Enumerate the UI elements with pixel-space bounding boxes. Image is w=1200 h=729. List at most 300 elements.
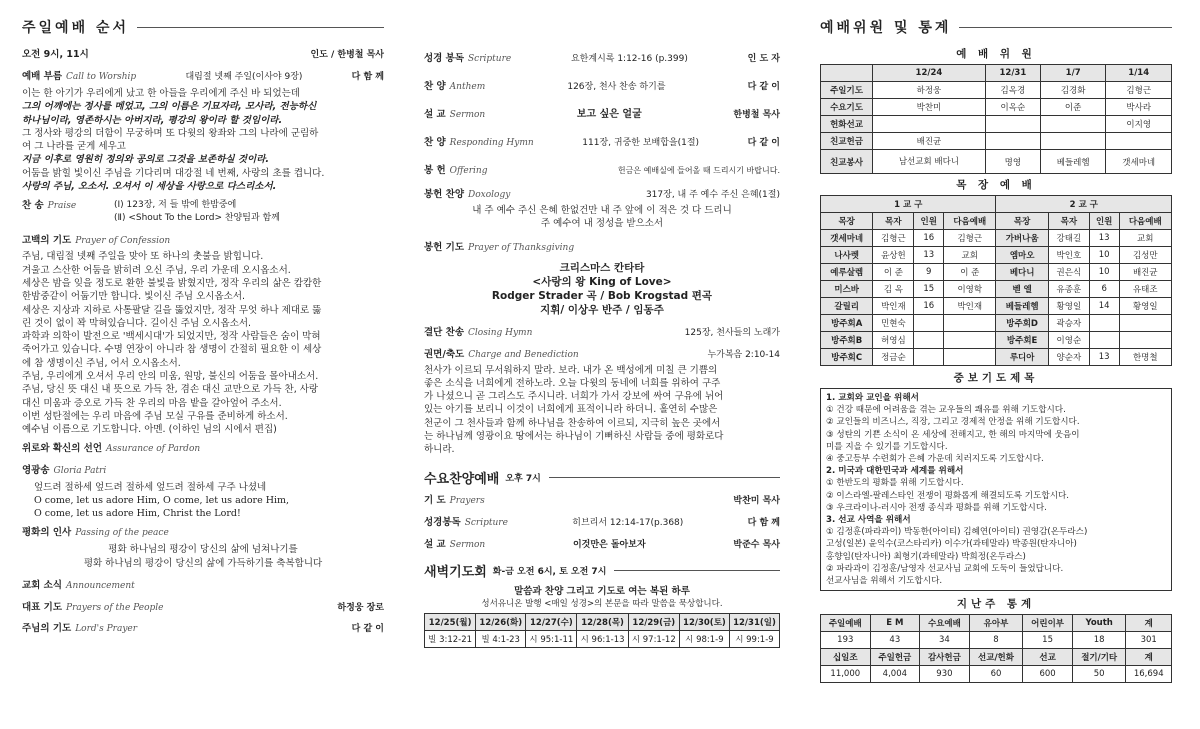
wed-sermon-mid: 이것만은 돌아보자 [572,539,646,550]
text-line: 사랑의 주님, 오소서. 오셔서 이 세상을 사랑으로 다스리소서. [22,181,277,193]
wc-role: 수요기도 [821,99,873,116]
closing-row [424,326,780,340]
cell-value: 9 [914,264,944,281]
dawn-time: 화-금 오전 6시, 토 오전 7시 [492,567,607,578]
wc-row [821,99,1172,116]
sermon-right: 한병철 목사 [733,110,780,120]
anthem-right: 다 같 이 [747,82,780,92]
cell-group-name: 벧 엘 [996,281,1048,298]
cell-body [821,230,1172,366]
wc-head [821,65,873,82]
offering-label: 봉 헌 [424,165,446,176]
committee-stats-column [820,0,1172,729]
stats-value: 15 [1023,632,1073,649]
prayer-line: 고성(일본) 윤익수(코스타리카) 이수가(과테말라) 박종원(탄자니아) [826,539,1077,550]
stats-head: 선교 [1023,649,1073,666]
cell-worship-title: 목 장 예 배 [956,179,1036,191]
cell-value: 이영순 [1048,332,1089,349]
text-line: 에 참 생명이신 주님, 어서 오시옵소서. [22,357,181,369]
text-line: 겨울고 스산한 어둠을 밝히려 오신 주님, 우리 가운데 오시옵소서. [22,264,291,276]
cell-value [944,349,996,366]
cell-value [1089,315,1119,332]
benediction-label: 권면/축도 [424,348,465,360]
cell-row [821,298,1172,315]
text-line: 그의 어깨에는 정사를 메었고, 그의 이름은 기묘자라, 모사라, 전능하신 [22,101,317,113]
cell-value: 박인재 [944,298,996,315]
wed-prayers-en: Prayers [449,495,485,506]
worship-committee-table [820,64,1172,174]
committee-header [820,16,1172,38]
wc-cell [985,133,1040,150]
wed-sermon-label: 설 교 [424,538,446,550]
stats-head: 계 [1126,615,1172,632]
cell-value: 김형근 [944,230,996,247]
cell-value: 황영일 [1048,298,1089,315]
lords-row [22,622,384,636]
text-line: 이번 성탄절에는 우리 마음에 주님 모실 구유를 준비하게 하소서. [22,410,288,422]
cell-value [914,332,944,349]
text-line: 좋은 소식을 너희에게 전하노라. 오늘 다윗의 동네에 너희를 위하여 구주 [424,377,721,389]
wed-scripture-label: 성경봉독 [424,516,461,528]
stats-head: 유아부 [969,615,1023,632]
wc-cell: 베들레헴 [1040,150,1106,174]
wc-row [821,116,1172,133]
wc-role: 주일기도 [821,82,873,99]
sunday-order-header [22,16,384,38]
prayer-line: ② 파라과이 김정훈/남영자 선교사님 교회에 도둑이 들었답니다. [826,563,1064,574]
cell-value: 6 [1089,281,1119,298]
committee-title: 예배위원 및 통계 [820,20,952,36]
prayer-line: ② 교인들의 비즈니스, 직장, 그리고 경제적 안정을 위해 기도합시다. [826,417,1080,428]
cell-value: 김형근 [873,230,914,247]
stats-head: 절기/기타 [1072,649,1126,666]
divider [137,27,384,28]
dawn-passage: 시 99:1-9 [729,630,779,647]
lords-label: 주님의 기도 [22,623,72,635]
wc-head: 1/7 [1040,65,1106,82]
cell-value: 권은식 [1048,264,1089,281]
cell-value: 박인호 [1048,247,1089,264]
dawn-passage: 시 96:1-13 [577,630,628,647]
cell-value: 박인재 [873,298,914,315]
cell-group-name: 예루살렘 [821,264,873,281]
cell-value: 유종훈 [1048,281,1089,298]
text-line: 내 주 예수 주신 은혜 한없건만 내 주 앞에 이 적은 것 다 드리니 [472,205,732,216]
cantata-line: <사랑의 왕 King of Love> [532,275,672,288]
cell-group-name: 미스바 [821,281,873,298]
cell-group-name: 갯세마네 [821,230,873,247]
cell-head: 인원 [1089,213,1119,230]
peace-text [22,543,384,570]
gloria-text [22,481,384,521]
dawn-date: 12/25(월) [425,613,476,630]
service-time: 오전 9시, 11시 [22,49,89,60]
call-row [22,70,384,84]
text-line: 평화 하나님의 평강이 당신의 삶에 가득하기를 축복합니다 [83,557,323,569]
cell-value: 교회 [944,247,996,264]
cell-row [821,230,1172,247]
cell-row [821,315,1172,332]
dawn-date: 12/27(수) [526,613,577,630]
cell-group-name: 루디아 [996,349,1048,366]
sermon-mid: 보고 싶은 얼굴 [576,109,642,120]
cell-value [944,332,996,349]
text-line: O come, let us adore Him, Christ the Lord! [34,508,241,520]
wc-cell: 김옥경 [985,82,1040,99]
praise-en: Praise [47,201,77,212]
prayer-line: 선교사님을 위해서 기도합시다. [826,576,943,587]
wc-head: 12/31 [985,65,1040,82]
call-mid: 대림절 넷째 주일(이사야 9장) [185,72,303,82]
dawn-header [424,560,780,582]
stats-value: 301 [1126,632,1172,649]
wed-scripture-en: Scripture [464,517,508,528]
text-line: 어둠을 밝힐 빛이신 주님을 기다리며 대강절 네 번째, 사랑의 초를 켭니다. [22,167,325,179]
people-row [22,601,384,615]
prayer-line: ③ 우크라이나-러시아 전쟁 종식과 평화를 위해 기도합시다. [826,502,1047,513]
order-continued-column [424,0,780,729]
wc-cell: 이옥순 [985,99,1040,116]
call-text [22,87,384,193]
dawn-passage: 빌 4:1-23 [476,630,526,647]
wc-cell: 김경화 [1040,82,1106,99]
cell-value: 10 [1089,247,1119,264]
wc-cell [873,116,986,133]
cell-head: 목장 [996,213,1048,230]
cell-value: 곽승자 [1048,315,1089,332]
divider [614,570,780,571]
cell-row [821,264,1172,281]
gloria-label: 영광송 [22,464,50,476]
cell-group-name: 방주회C [821,349,873,366]
thanks-en: Prayer of Thanksgiving [468,242,575,253]
text-line: 천군이 그 천사들과 함께 하나님을 찬송하여 이르되, 지극히 높은 곳에서 [424,417,721,429]
wc-cell: 이준 [1040,99,1106,116]
text-line: 대신 미움과 증오로 가득 찬 우리의 마음 밭을 갈아엎어 주소서. [22,397,282,409]
stats-head: 주일헌금 [870,649,920,666]
wc-role: 친교헌금 [821,133,873,150]
wc-head: 1/14 [1106,65,1172,82]
wed-prayers-row [424,494,780,508]
stats-head: Youth [1072,615,1126,632]
scripture-right: 인 도 자 [747,54,780,64]
text-line: 하니라. [424,444,455,456]
dawn-table [424,613,780,648]
text-line: 세상은 밤을 잊을 정도로 환한 불빛을 밝혔지만, 정작 우리의 삶은 캄캄한 [22,277,322,289]
text-line: 세상은 지상과 지하로 사통팔달 길을 뚫었지만, 정작 무엇 하나 제대로 뚫 [22,304,322,316]
dawn-date: 12/28(목) [577,613,628,630]
text-line: 엎드려 절하세 엎드려 절하세 엎드려 절하세 구주 나셨네 [34,481,267,493]
stats-value: 11,000 [821,666,871,683]
closing-en: Closing Hymn [468,327,533,338]
intercessory-title: 중보기도제목 [953,372,1039,384]
text-line: 있는 아기를 보리니 이것이 너희에게 표적이니라 하더니. 홀연히 수많은 [424,404,718,416]
dawn-passage: 시 95:1-11 [526,630,577,647]
text-line: 그 정사와 평강의 더함이 무궁하며 또 다윗의 왕좌와 그의 나라에 군림하 [22,127,319,139]
cell-value: 유태조 [1119,281,1171,298]
prayer-line: ④ 중고등부 수련회가 은혜 가운데 치러지도록 기도합시다. [826,454,1044,465]
time-row [22,48,384,62]
benediction-row [424,348,780,362]
praise-row [22,199,384,225]
doxology-en: Doxology [468,190,511,200]
call-en: Call to Worship [66,72,137,82]
cell-worship-table [820,195,1172,366]
doxology-label: 봉헌 찬양 [424,189,465,200]
cell-value [914,315,944,332]
stats-table [820,614,1172,683]
prayer-line: 1. 교회와 교인을 위해서 [826,393,919,403]
cell-value: 한명철 [1119,349,1171,366]
offering-row [424,164,780,178]
cell-value: 교회 [1119,230,1171,247]
thanks-label: 봉헌 기도 [424,241,465,253]
text-line: 주 예수여 내 정성을 받으소서 [540,218,664,230]
cell-group-row [821,196,1172,213]
text-line: 죽어가고 있습니다. 수명 연장이 아니라 참 생명이 간절히 필요한 이 세상 [22,344,322,356]
cell-value: 강태길 [1048,230,1089,247]
wed-sermon-right: 박준수 목사 [733,539,780,550]
anthem-en: Anthem [449,82,486,92]
cell-row [821,281,1172,298]
praise-line: (Ⅰ) 123장, 저 들 밖에 한밤중에 [114,200,237,211]
wed-scripture-row [424,516,780,530]
praise-line: (Ⅱ) <Shout To the Lord> 찬양팀과 함께 [114,213,280,224]
anthem-row [424,80,780,94]
cell-value: 윤상헌 [873,247,914,264]
cell-value: 황영일 [1119,298,1171,315]
cell-value: 민현숙 [873,315,914,332]
stats-head: 어린이부 [1023,615,1073,632]
cell-value: 이 준 [873,264,914,281]
cell-group-name: 방주회E [996,332,1048,349]
cell-value: 14 [1089,298,1119,315]
thanks-row [424,241,780,255]
dawn-title: 새벽기도회 [424,565,487,581]
benediction-mid: 누가복음 2:10-14 [707,349,780,360]
wc-head-row [821,65,1172,82]
stats-value-row [821,666,1172,683]
offering-en: Offering [449,166,488,176]
stats-value: 930 [920,666,970,683]
intercessory-box [820,388,1172,591]
cantata-line: 크리스마스 칸타타 [559,261,645,274]
cell-value: 이영학 [944,281,996,298]
stats-head: 십일조 [821,649,871,666]
sunday-order-title: 주일예배 순서 [22,20,130,36]
responding-right: 다 같 이 [747,138,780,148]
stats-value: 600 [1023,666,1073,683]
dawn-date: 12/29(금) [628,613,679,630]
cell-group-name: 방주회B [821,332,873,349]
cell-value: 15 [914,281,944,298]
cell-value: 16 [914,298,944,315]
doxology-text [424,204,780,231]
wc-cell: 남선교회 배다니 [873,150,986,174]
cell-value: 배진균 [1119,264,1171,281]
people-en: Prayers of the People [66,603,164,614]
text-line: 이는 한 아기가 우리에게 났고 한 아들을 우리에게 주신 바 되었는데 [22,88,300,99]
cell-value: 16 [914,230,944,247]
peace-label: 평화의 인사 [22,527,72,539]
stats-value: 16,694 [1126,666,1172,683]
confession-text [22,250,384,436]
stats-value: 8 [969,632,1023,649]
cell-value [944,315,996,332]
announce-row [22,579,384,593]
dawn-date: 12/26(화) [476,613,526,630]
prayer-line: ② 이스라엘-팔레스타인 전쟁이 평화롭게 해결되도록 기도합시다. [826,490,1070,501]
wc-row [821,82,1172,99]
pardon-row [22,442,384,456]
dawn-passage: 시 97:1-12 [628,630,679,647]
announce-label: 교회 소식 [22,580,63,592]
pardon-en: Assurance of Pardon [106,443,201,454]
cell-head: 다음예배 [1119,213,1171,230]
dawn-passage: 시 98:1-9 [679,630,729,647]
cell-group-name: 베다니 [996,264,1048,281]
wed-sermon-row [424,538,780,552]
dawn-date: 12/30(토) [679,613,729,630]
text-line: O come, let us adore Him, O come, let us adore Him, [34,494,290,506]
cell-value [1119,315,1171,332]
wc-head: 12/24 [873,65,986,82]
stats-value: 18 [1072,632,1126,649]
cell-group-name: 방주회D [996,315,1048,332]
wc-cell [1106,133,1172,150]
cell-head: 목자 [873,213,914,230]
text-line: 지금 이후로 영원히 정의와 공의로 그것을 보존하실 것이라. [22,154,270,166]
wed-scripture-right: 다 함 께 [747,517,780,528]
cantata [424,261,780,317]
stats-value: 43 [870,632,920,649]
stats-head: 주일예배 [821,615,871,632]
stats-head-row [821,649,1172,666]
prayer-line: ① 건강 때문에 어려움을 겪는 교우들의 쾌유를 위해 기도합시다. [826,405,1066,416]
stats-value: 4,004 [870,666,920,683]
text-line: 가 나셨으니 곧 그리스도 주시니라. 너희가 가서 강보에 싸여 구유에 뉘어 [424,391,724,403]
text-line: 주님, 대림절 넷째 주일을 맞아 또 하나의 촛불을 밝힙니다. [22,251,264,263]
sermon-row [424,108,780,122]
wed-sermon-en: Sermon [449,539,486,550]
cell-row [821,247,1172,264]
text-line: 여 그 나라를 굳게 세우고 [22,141,126,153]
cell-value: 정금순 [873,349,914,366]
wed-prayers-right: 박찬미 목사 [733,495,780,506]
announce-en: Announcement [66,581,135,592]
responding-row [424,136,780,150]
wc-cell: 명영 [985,150,1040,174]
district-1: 1 교 구 [821,196,996,213]
prayer-line: 홍향임(탄자니아) 최형기(과테말라) 박희정(온두라스) [826,551,1026,562]
peace-en: Passing of the peace [75,528,169,539]
confession-row [22,234,384,248]
stats-value: 193 [821,632,871,649]
people-right: 하정웅 장로 [337,603,384,614]
wed-scripture-mid: 히브리서 12:14-17(p.368) [572,517,684,528]
wc-cell: 김형근 [1106,82,1172,99]
cell-group-name: 갈릴리 [821,298,873,315]
cell-value: 10 [1089,264,1119,281]
wc-cell [1040,116,1106,133]
responding-mid: 111장, 귀중한 보배합을(1절) [582,138,700,148]
scripture-label: 성경 봉독 [424,53,465,64]
cell-value: 김 옥 [873,281,914,298]
lords-right: 다 같 이 [351,624,384,635]
cell-value: 허영심 [873,332,914,349]
anthem-mid: 126장, 천사 찬송 하기를 [567,82,666,92]
wednesday-title: 수요찬양예배 [424,472,500,488]
doxology-mid: 317장, 내 주 예수 주신 은혜(1절) [645,190,780,200]
closing-mid: 125장, 천사들의 노래가 [684,327,780,338]
wc-cell: 박찬미 [873,99,986,116]
peace-row [22,526,384,540]
sunday-order-column [22,0,384,729]
dawn-date: 12/31(일) [729,613,779,630]
prayer-line: 2. 미국과 대한민국과 세계를 위해서 [826,466,964,477]
district-2: 2 교 구 [996,196,1172,213]
cantata-line: 지휘/ 이상우 반주 / 임동주 [540,303,664,316]
stats-head: 계 [1126,649,1172,666]
dawn-line: 말씀과 찬양 그리고 기도로 여는 복된 하루 [514,585,690,597]
prayer-line: 3. 선교 사역을 위해서 [826,515,911,526]
gloria-row [22,464,384,478]
call-right: 다 함 께 [351,72,384,82]
wednesday-time: 오후 7시 [505,474,541,485]
prayer-line: 미를 지을 수 있기를 기도합시다. [826,441,948,452]
people-label: 대표 기도 [22,602,63,614]
wc-row [821,150,1172,174]
text-line: 천사가 이르되 무서워하지 말라. 보라. 내가 온 백성에게 미칠 큰 기쁨의 [424,364,718,376]
wc-cell: 박사라 [1106,99,1172,116]
divider [549,477,780,478]
text-line: 한밤중같이 어둡기만 합니다. 빛이신 주님 오시옵소서. [22,291,246,303]
stats-head: 선교/헌화 [969,649,1023,666]
text-line: 주님, 당신 뜻 대신 내 뜻으로 가득 찬, 겸손 대신 교만으로 가득 찬, 사랑 [22,384,319,396]
text-line: 과학과 의학이 발전으로 '백세시대'가 되었지만, 정작 사람들은 숨이 막혀 [22,331,321,343]
text-line: 주님, 우리에게 오셔서 우리 안의 미움, 원망, 불신의 어둠을 몰아내소서. [22,371,319,383]
sermon-label: 설 교 [424,109,446,120]
stats-head: E M [870,615,920,632]
pardon-label: 위로와 확신의 선언 [22,442,103,454]
cell-value: 13 [1089,349,1119,366]
benediction-en: Charge and Benediction [468,349,579,360]
stats-head-row [821,615,1172,632]
cell-head-row [821,213,1172,230]
cantata-line: Rodger Strader 곡 / Bob Krogstad 편곡 [491,289,713,302]
prayer-line: ① 김정훈(파라과이) 박동한(아이티) 김혜연(아이티) 권영감(온두라스) [826,527,1088,538]
confession-en: Prayer of Confession [75,236,171,247]
text-line: 는 하나님께 영광이요 땅에서는 하나님이 기뻐하신 사람들 중에 평화로다 [424,431,724,443]
cell-head: 인원 [914,213,944,230]
doxology-row [424,188,780,202]
cell-value [1089,332,1119,349]
cell-group-name: 베들레헴 [996,298,1048,315]
wc-cell: 배진균 [873,133,986,150]
text-line: 예수님 이름으로 기도합니다. 아멘. (이하인 님의 시에서 편집) [22,424,277,436]
text-line: 린 것이 없이 꽉 막혀있습니다. 길이신 주님 오시옵소서. [22,317,252,329]
wc-row [821,133,1172,150]
cell-head: 다음예배 [944,213,996,230]
responding-label: 찬 양 [424,137,446,148]
wed-prayers-label: 기 도 [424,494,446,506]
stats-value: 60 [969,666,1023,683]
gloria-en: Gloria Patri [53,465,107,476]
anthem-label: 찬 양 [424,81,446,92]
cell-head: 목자 [1048,213,1089,230]
cell-value: 13 [1089,230,1119,247]
prayer-line: ① 한반도의 평화를 위해 기도합시다. [826,478,964,489]
